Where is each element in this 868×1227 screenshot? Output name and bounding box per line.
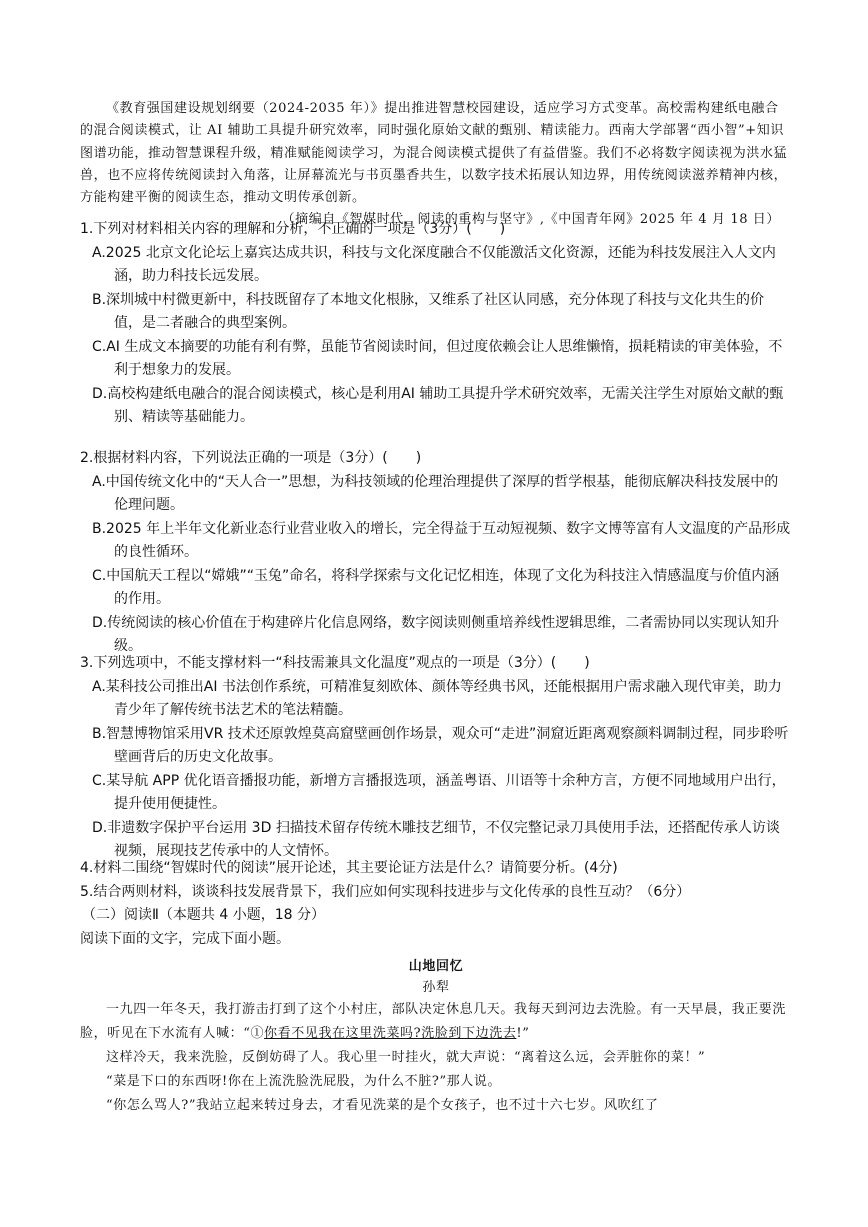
story-author: 孙犁 (422, 980, 450, 995)
question-stem: 3.下列选项中，不能支撑材料一“科技需兼具文化温度”观点的一项是（3分）( ) (80, 655, 590, 671)
option-b: B.2025 年上半年文化新业态行业营业收入的增长，完全得益于互动短视频、数字文博等富有人文温度的产品形成的良性循环。 (92, 520, 791, 560)
section-heading: （二）阅读Ⅱ（本题共 4 小题，18 分） (82, 907, 325, 923)
option-a: A.中国传统文化中的“天人合一”思想，为科技领域的伦理治理提供了深厚的哲学根基，能彻底解决科技发展中的伦理问题。 (92, 473, 779, 513)
option-b: B.智慧博物馆采用VR 技术还原敦煌莫高窟壁画创作场景，观众可“走进”洞窟近距离观察颜料调制过程，同步聆听壁画背后的历史文化故事。 (92, 725, 789, 765)
story-paragraph-1 (80, 998, 792, 1046)
option-d: D.传统阅读的核心价值在于构建碎片化信息网络，数字阅读则侧重培养线性逻辑思维，二者需协同以实现认知升级。 (92, 614, 780, 654)
question-5: 5.结合两则材料，谈谈科技发展背景下，我们应如何实现科技进步与文化传承的良性互动？（6分） (80, 883, 691, 900)
story-paragraph-3: “菜是下口的东西呀!你在上流洗脸洗屁股，为什么不脏?”那人说。 (106, 1074, 502, 1089)
material-two-ending (80, 98, 792, 231)
option-c: C.某导航 APP 优化语音播报功能，新增方言播报选项，涵盖粤语、川语等十余种方言，方便不同地域用户出行，提升使用便捷性。 (92, 772, 786, 812)
story-paragraph-4: “你怎么骂人?”我站立起来转过身去，才看见洗菜的是个女孩子，也不过十六七岁。风吹红了 (106, 1098, 659, 1113)
question-stem: 1.下列对材料相关内容的理解和分析，不正确的一项是（3分）( ) (80, 221, 506, 237)
option-c: C.AI 生成文本摘要的功能有利有弊，虽能节省阅读时间，但过度依赖会让人思维懒惰，损耗精读的审美体验，不利于想象力的发展。 (92, 338, 783, 378)
question-2 (80, 447, 792, 659)
underlined-sentence-1: 你看不见我在这里洗菜吗?洗脸到下边洗去 (264, 1026, 517, 1041)
option-b: B.深圳城中村微更新中，科技既留存了本地文化根脉，又维系了社区认同感，充分体现了科技与文化共生的价值，是二者融合的典型案例。 (92, 291, 765, 331)
question-1 (80, 218, 792, 430)
question-stem: 2.根据材料内容，下列说法正确的一项是（3分）( ) (80, 450, 422, 466)
option-d: D.非遗数字保护平台运用 3D 扫描技术留存传统木雕技艺细节，不仅完整记录刀具使用手法，还搭配传承人访谈视频，展现技艺传承中的人文情怀。 (92, 819, 780, 859)
question-4: 4.材料二围绕“智媒时代的阅读”展开论述，其主要论证方法是什么？请简要分析。(4分) (80, 860, 618, 876)
section-instruction: 阅读下面的文字，完成下面小题。 (80, 930, 290, 947)
p1-end: !” (516, 1026, 530, 1041)
story-title: 山地回忆 (408, 959, 464, 974)
reading-passage (80, 948, 792, 1118)
option-a: A.2025 北京文化论坛上嘉宾达成共识，科技与文化深度融合不仅能激活文化资源，还能为科技发展注入人文内涵，助力科技长远发展。 (92, 244, 776, 284)
option-d: D.高校构建纸电融合的混合阅读模式，核心是利用AI 辅助工具提升学术研究效率，无需关注学生对原始文献的甄别、精读等基础能力。 (92, 385, 784, 425)
story-paragraph-2: 这样冷天，我来洗脸，反倒妨碍了人。我心里一时挂火，就大声说：“离着这么远，会弄脏你的菜！” (106, 1050, 706, 1065)
source-citation: （摘编自《智媒时代，阅读的重构与坚守》,《中国青年网》2025 年 4 月 18 日） (281, 212, 780, 228)
p1-text: 一九四一年冬天，我打游击打到了这个小村庄，部队决定休息几天。我每天到河边去洗脸。有一天早晨，我正要洗脸，听见在下水流有人喊：“① (80, 1002, 787, 1041)
intro-paragraph: 《教育强国建设规划纲要（2024-2035 年）》提出推进智慧校园建设，适应学习方式变革。高校需构建纸电融合的混合阅读模式，让 AI 辅助工具提升研究效率，同时强化原始文献的甄别、精读能力。西南大学部署“西小智”+知识图谱功能，推动智慧课程升级，精准赋能阅读学习，为混合阅读模式提供了有益借鉴。我们不必将数字阅读视为洪水猛兽，也不应将传统阅读封入角落，让屏幕流光与书页墨香共生，以数字技术拓展认知边界，用传统阅读滋养精神内核，方能构建平衡的阅读生态，推动文明传承创新。 (80, 101, 788, 206)
option-c: C.中国航天工程以“嫦娥”“玉兔”命名，将科学探索与文化记忆相连，体现了文化为科技注入情感温度与价值内涵的作用。 (92, 567, 780, 607)
option-a: A.某科技公司推出AI 书法创作系统，可精准复刻欧体、颜体等经典书风，还能根据用户需求融入现代审美，助力青少年了解传统书法艺术的笔法精髓。 (92, 678, 782, 718)
question-3 (80, 652, 792, 864)
open-questions (80, 857, 792, 951)
